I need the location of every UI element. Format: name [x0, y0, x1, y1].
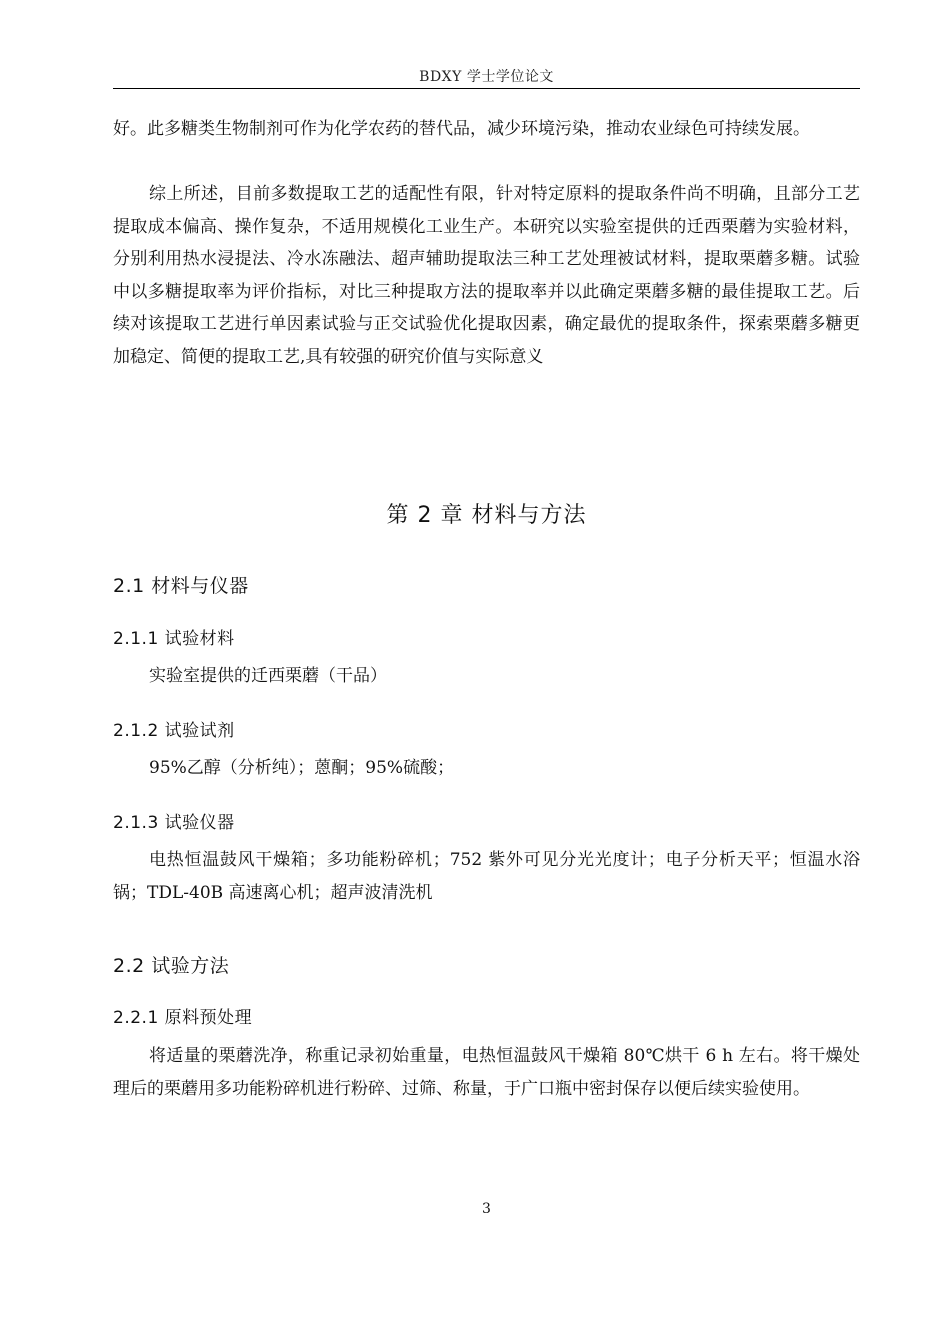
- intro-paragraph-2: 综上所述，目前多数提取工艺的适配性有限，针对特定原料的提取条件尚不明确，且部分工艺提取成本偏高、操作复杂，不适用规模化工业生产。本研究以实验室提供的迁西栗蘑为实验材料，分别利用热水浸提法、冷水冻融法、超声辅助提取法三种工艺处理被试材料，提取栗蘑多糖。试验中以多糖提取率为评价指标，对比三种提取方法的提取率并以此确定栗蘑多糖的最佳提取工艺。后续对该提取工艺进行单因素试验与正交试验优化提取因素，确定最优的提取条件，探索栗蘑多糖更加稳定、简便的提取工艺,具有较强的研究价值与实际意义: [113, 184, 860, 367]
- subsection-heading-2-1-1: 2.1.1 试验材料: [113, 629, 235, 649]
- subsection-heading-2-1-3: 2.1.3 试验仪器: [113, 813, 235, 833]
- chapter-title: 第 2 章 材料与方法: [386, 503, 587, 528]
- section-heading-2-1: 2.1 材料与仪器: [113, 575, 249, 597]
- section-heading-2-2: 2.2 试验方法: [113, 955, 230, 977]
- subsection-heading-2-1-2: 2.1.2 试验试剂: [113, 721, 235, 741]
- materials-text: 实验室提供的迁西栗蘑（干品）: [149, 666, 387, 686]
- intro-paragraph-1: 好。此多糖类生物制剂可作为化学农药的替代品，减少环境污染，推动农业绿色可持续发展。: [113, 119, 810, 139]
- header-divider: [113, 88, 860, 89]
- page-number: 3: [482, 1201, 491, 1217]
- reagents-text: 95%乙醇（分析纯）；蒽酮；95%硫酸；: [149, 758, 455, 778]
- pretreatment-text: 将适量的栗蘑洗净，称重记录初始重量，电热恒温鼓风干燥箱 80℃烘干 6 h 左右。将干燥处理后的栗蘑用多功能粉碎机进行粉碎、过筛、称量，于广口瓶中密封保存以便后续实验使用。: [113, 1046, 860, 1099]
- instruments-text: 电热恒温鼓风干燥箱；多功能粉碎机；752 紫外可见分光光度计；电子分析天平；恒温水浴锅；TDL-40B 高速离心机；超声波清洗机: [113, 850, 860, 903]
- running-header: BDXY 学士学位论文: [419, 69, 554, 85]
- subsection-heading-2-2-1: 2.2.1 原料预处理: [113, 1008, 253, 1028]
